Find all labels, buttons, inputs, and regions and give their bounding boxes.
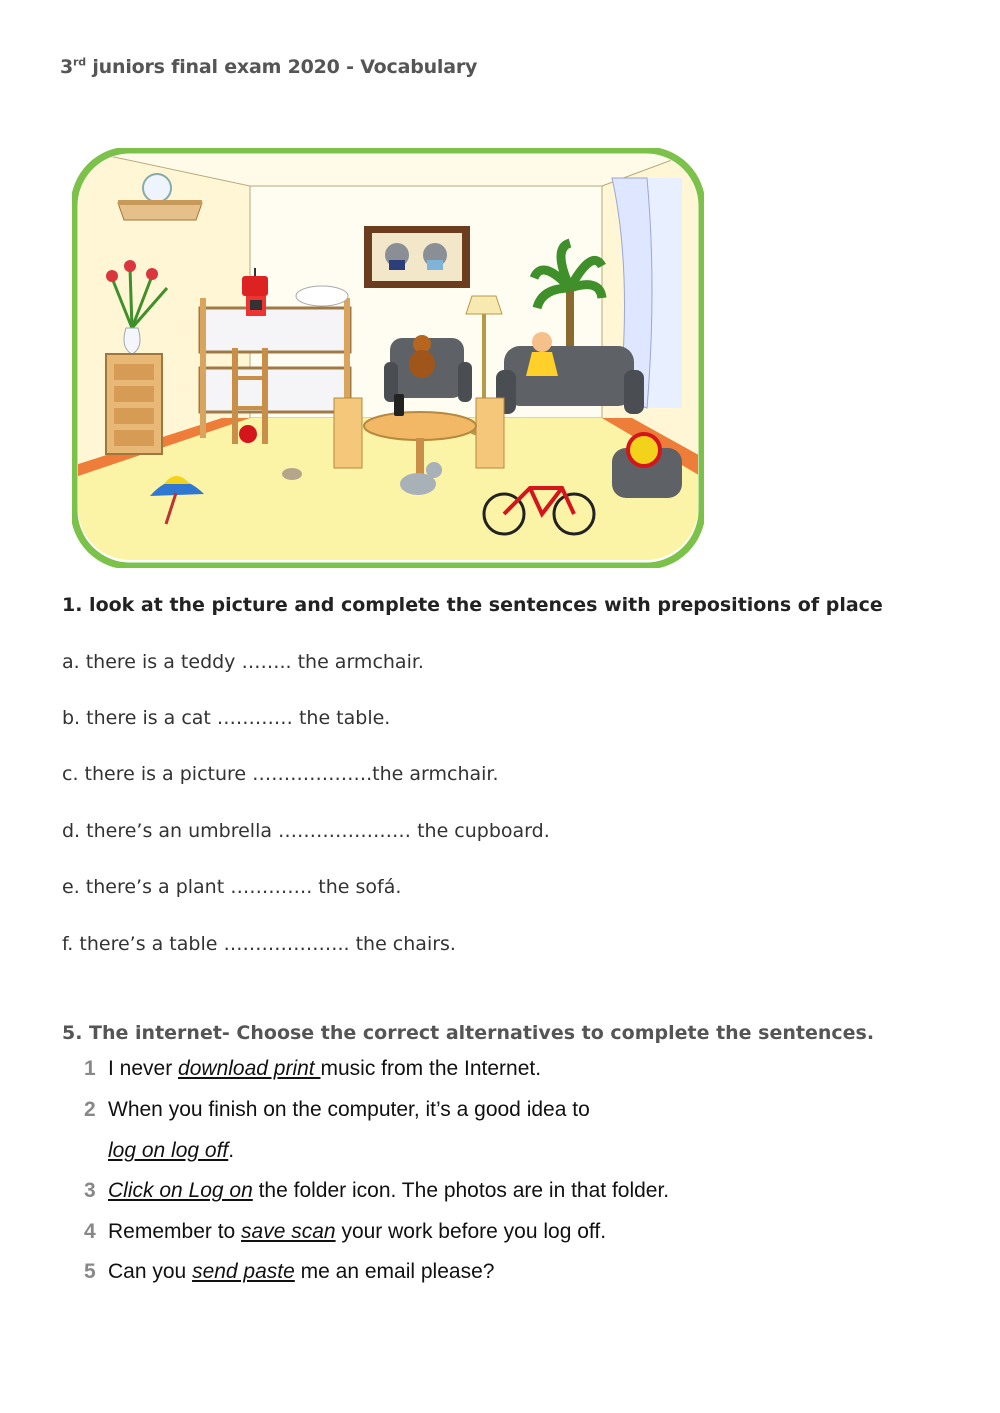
- item-alternatives[interactable]: send paste: [192, 1260, 295, 1283]
- item-alternatives[interactable]: log on log off: [108, 1139, 229, 1162]
- exercise5-item-2: [84, 1098, 590, 1122]
- item-number: 5: [84, 1260, 96, 1283]
- exercise1-sentence-e: e. there’s a plant …………. the sofá.: [62, 876, 402, 898]
- item-alternatives[interactable]: Click on Log on: [108, 1179, 253, 1202]
- item-text-before: Can you: [108, 1260, 193, 1283]
- title-text: juniors final exam 2020 - Vocabulary: [85, 56, 478, 78]
- exercise5-item-1: [84, 1057, 541, 1081]
- item-text-after: .: [228, 1139, 235, 1162]
- item-text-after: me an email please?: [294, 1260, 495, 1283]
- mouse: [282, 468, 302, 480]
- exercise1-sentence-d: d. there’s an umbrella ………………… the cupboard.: [62, 820, 550, 842]
- title-number: 3: [60, 56, 74, 78]
- exercise1-sentence-b: b. there is a cat ………… the table.: [62, 707, 391, 729]
- item-number: 3: [84, 1179, 96, 1202]
- item-alternatives[interactable]: download print: [178, 1057, 321, 1080]
- title-ordinal: rd: [73, 55, 86, 69]
- exercise5-heading: 5. The internet- Choose the correct alternatives to complete the sentences.: [62, 1022, 875, 1044]
- exercise5-item-2-continued: [108, 1139, 234, 1163]
- exercise5-item-4: [84, 1220, 606, 1244]
- wall-picture: [364, 226, 470, 288]
- item-text-before: I never: [108, 1057, 179, 1080]
- item-text-after: music from the Internet.: [320, 1057, 542, 1080]
- item-number: 2: [84, 1098, 96, 1121]
- apple: [239, 425, 257, 443]
- exercise1-sentence-c: c. there is a picture ……………….the armchair.: [62, 763, 499, 785]
- exercise1-sentence-f: f. there’s a table ……………….. the chairs.: [62, 933, 456, 955]
- item-text-after: the folder icon. The photos are in that folder.: [252, 1179, 670, 1202]
- exercise1-heading: 1. look at the picture and complete the sentences with prepositions of place: [62, 594, 883, 616]
- exercise5-item-3: [84, 1179, 669, 1203]
- item-text-before: Remember to: [108, 1220, 242, 1243]
- item-alternatives[interactable]: save scan: [241, 1220, 336, 1243]
- item-number: 4: [84, 1220, 96, 1243]
- item-text-after: your work before you log off.: [335, 1220, 607, 1243]
- item-number: 1: [84, 1057, 96, 1080]
- page-title: [60, 56, 477, 78]
- exercise1-sentence-a: a. there is a teddy …….. the armchair.: [62, 651, 424, 673]
- room-picture: [72, 148, 704, 568]
- armchair-with-teddy: [384, 335, 472, 402]
- item-text-before: When you finish on the computer, it’s a good idea to: [108, 1098, 590, 1121]
- exercise5-item-5: [84, 1260, 494, 1284]
